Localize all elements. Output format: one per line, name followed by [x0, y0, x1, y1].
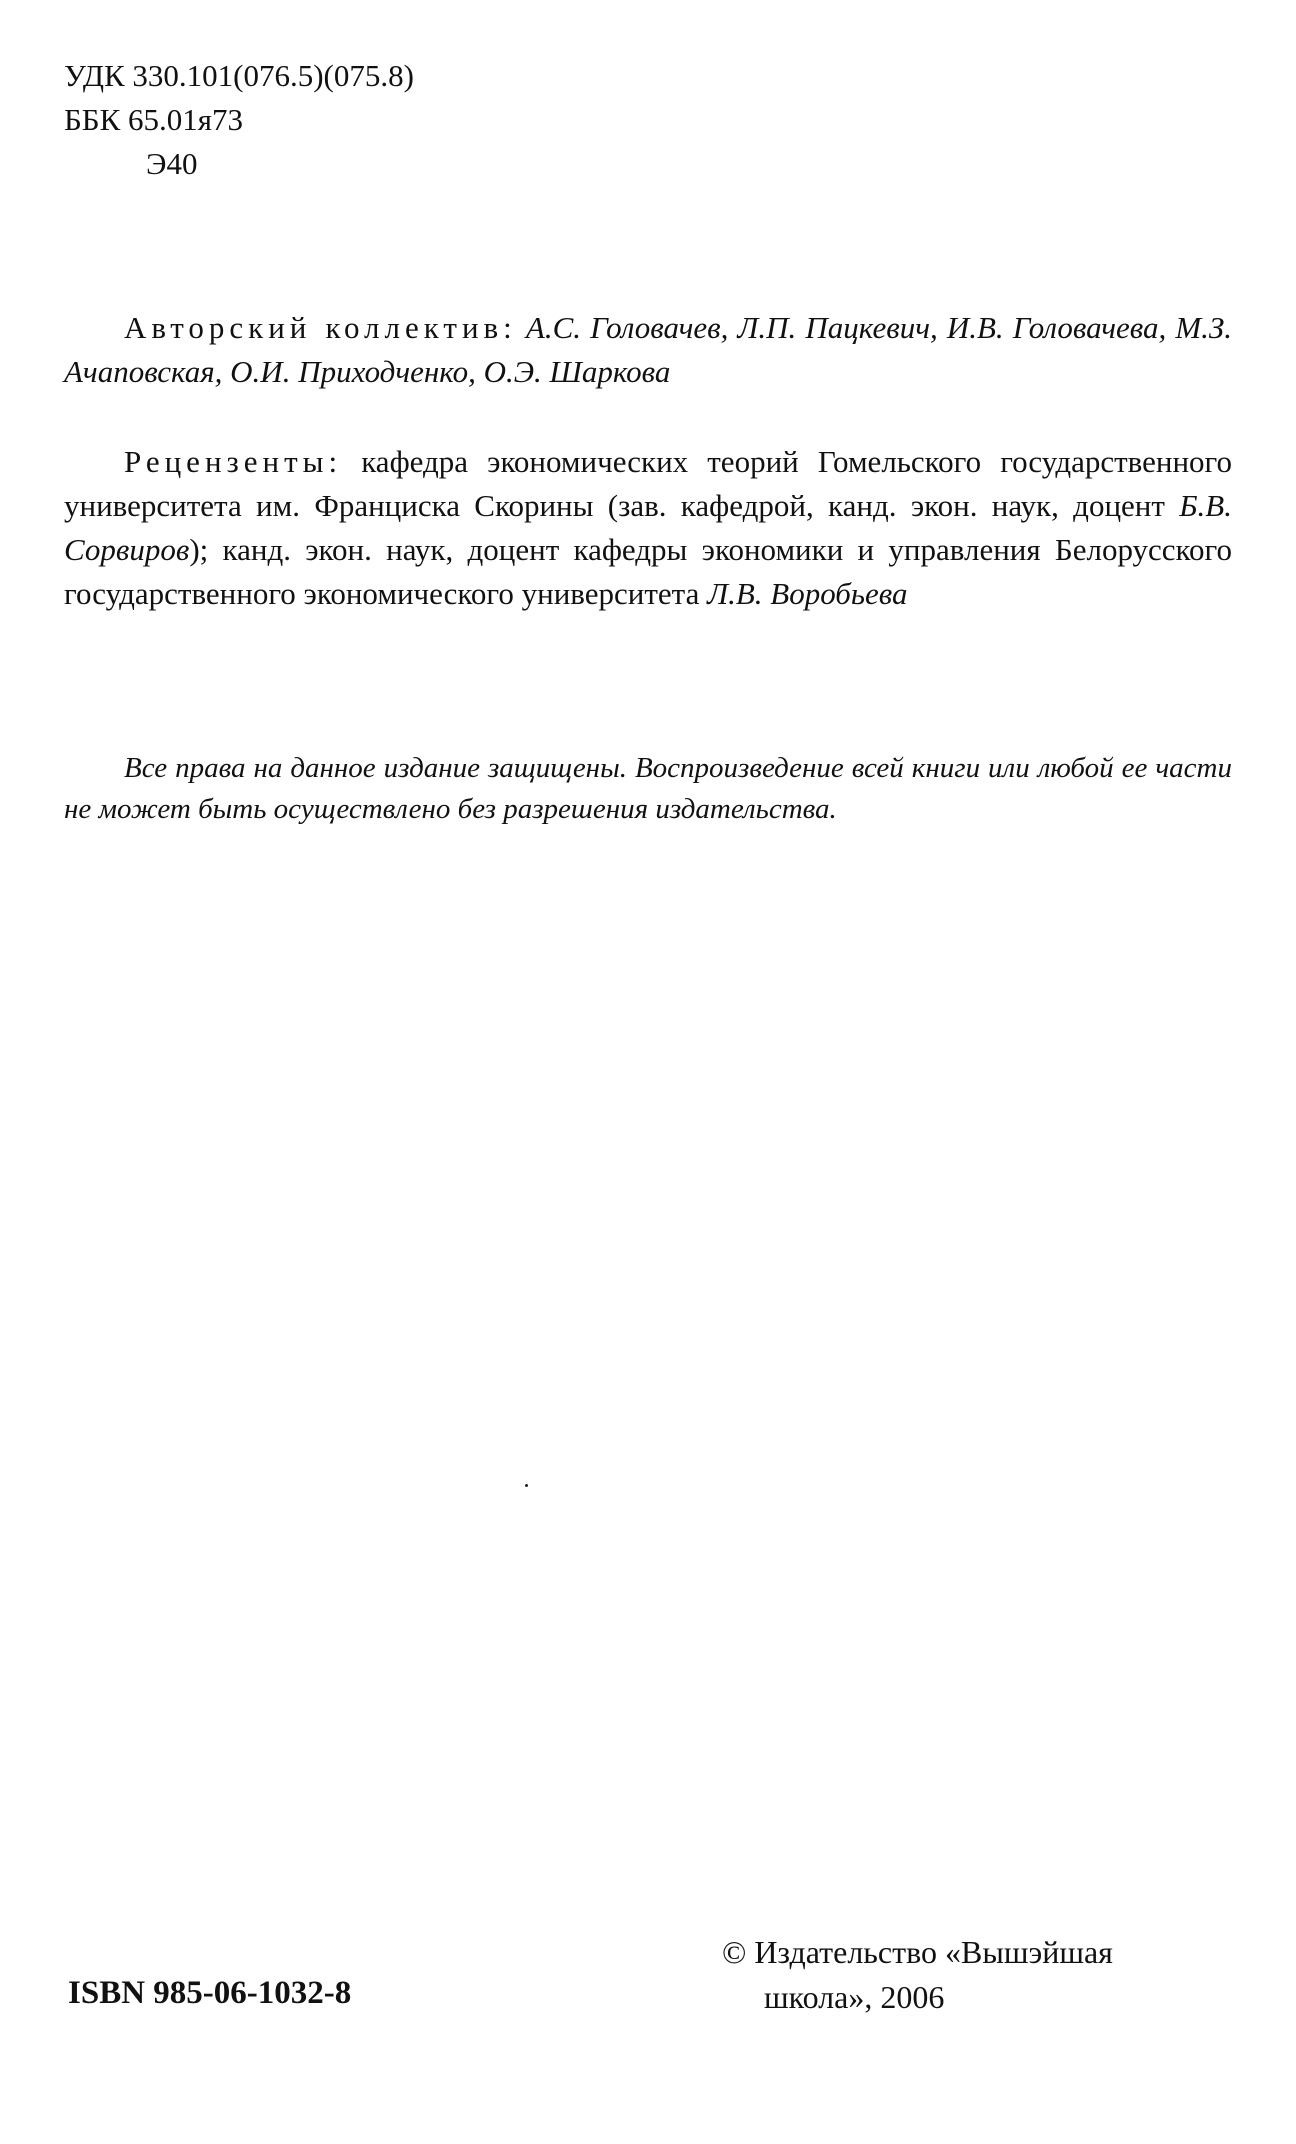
- rights-notice: Все права на данное издание защищены. Воспроизведение всей книги или любой ее части не может быть осуществлено без разрешения издательства.: [64, 752, 1232, 825]
- author-mark: Э40: [146, 146, 198, 181]
- classification-codes: [64, 54, 414, 186]
- reviewer-name-1: Б.В. Сорвиров: [64, 488, 1232, 567]
- reviewers-paragraph: [64, 440, 1232, 616]
- authors-paragraph: [64, 306, 1232, 394]
- reviewers-text-1: кафедра экономических теорий Гомельского государственного университета им. Франциска Скорины (зав. кафедрой, канд. экон. наук, доцент: [64, 444, 1232, 523]
- isbn: ISBN 985-06-1032-8: [68, 1975, 352, 2011]
- authors-names: А.С. Головачев, Л.П. Пацкевич, И.В. Головачева, М.З. Ачаповская, О.И. Приходченко, О.Э. Шаркова: [64, 310, 1233, 389]
- print-speck: [525, 1484, 528, 1487]
- copyright-line-2: школа», 2006: [764, 1979, 945, 2015]
- reviewers-text-2: ); канд. экон. наук, доцент кафедры экономики и управления Белорусского государственного экономического университета: [64, 532, 1232, 611]
- udk-code: УДК 330.101(076.5)(075.8): [64, 58, 414, 93]
- bbk-code: ББК 65.01я73: [64, 102, 244, 137]
- reviewers-label: Рецензенты:: [124, 444, 343, 479]
- reviewer-name-2: Л.В. Воробьева: [707, 576, 908, 611]
- copyright-line-1: © Издательство «Вышэйшая: [722, 1934, 1113, 1970]
- copyright-notice: [722, 1930, 1242, 2020]
- authors-label: Авторский коллектив:: [124, 310, 517, 345]
